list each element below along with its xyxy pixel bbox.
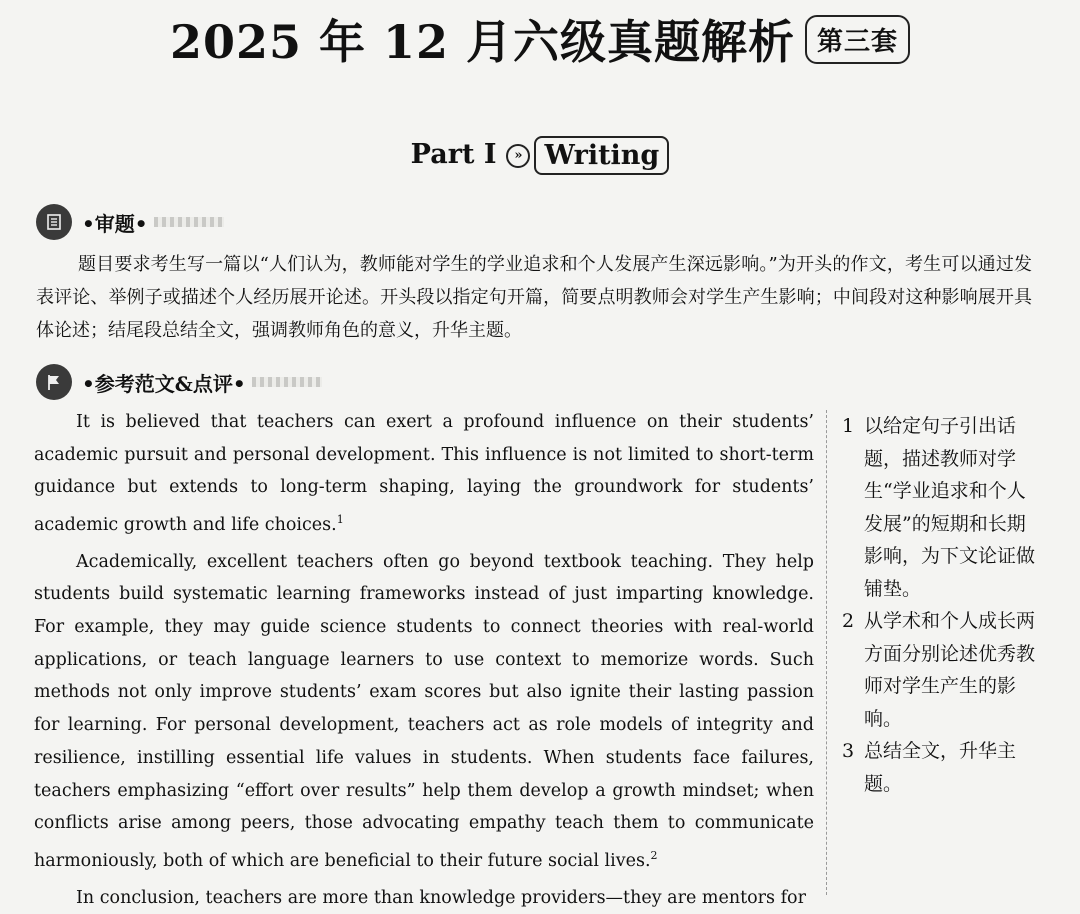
essay-paragraph bbox=[34, 546, 814, 878]
document-icon bbox=[36, 204, 72, 240]
commentary-note bbox=[842, 605, 1042, 735]
note-number: 3 bbox=[842, 735, 864, 800]
analysis-heading-text: •审题• bbox=[82, 208, 148, 237]
essay-paragraph-text: In conclusion, teachers are more than knowledge providers—they are mentors for bbox=[76, 888, 806, 908]
commentary-note bbox=[842, 410, 1042, 605]
commentary-notes bbox=[842, 410, 1042, 800]
sample-essay bbox=[34, 406, 814, 914]
note-marker: 2 bbox=[651, 849, 658, 862]
page-title bbox=[0, 6, 1080, 72]
part-heading bbox=[0, 136, 1080, 175]
part-label: Part I bbox=[411, 139, 497, 170]
note-marker: 1 bbox=[337, 513, 344, 526]
page-title-text: 2025 年 12 月六级真题解析 bbox=[170, 15, 795, 69]
note-text: 从学术和个人成长两方面分别论述优秀教师对学生产生的影响。 bbox=[864, 605, 1042, 735]
note-number: 1 bbox=[842, 410, 864, 605]
essay-paragraph bbox=[34, 406, 814, 542]
analysis-heading bbox=[36, 204, 224, 240]
flag-icon bbox=[36, 364, 72, 400]
analysis-text: 题目要求考生写一篇以“人们认为，教师能对学生的学业追求和个人发展产生深远影响。”为开头的作文，考生可以通过发表评论、举例子或描述个人经历展开论述。开头段以指定句开篇，简要点明教师会对学生产生影响；中间段对这种影响展开具体论述；结尾段总结全文，强调教师角色的意义，升华主题。 bbox=[36, 248, 1032, 347]
sample-heading-text: •参考范文&点评• bbox=[82, 368, 246, 397]
commentary-note bbox=[842, 735, 1042, 800]
column-divider bbox=[826, 410, 827, 895]
essay-paragraph-text: It is believed that teachers can exert a profound influence on their students’ academic pursuit and personal development. This influence is not limited to short-term guidance but extends to long-term shaping, laying the groundwork for students’ academic growth and life choices. bbox=[34, 412, 814, 535]
note-text: 以给定句子引出话题，描述教师对学生“学业追求和个人发展”的短期和长期影响，为下文论证做铺垫。 bbox=[864, 410, 1042, 605]
essay-paragraph bbox=[34, 882, 814, 914]
set-badge: 第三套 bbox=[805, 15, 910, 64]
heading-decoration bbox=[154, 217, 224, 227]
note-number: 2 bbox=[842, 605, 864, 735]
arrow-icon: » bbox=[506, 144, 530, 168]
sample-heading bbox=[36, 364, 322, 400]
heading-decoration bbox=[252, 377, 322, 387]
part-section-label: Writing bbox=[534, 136, 669, 175]
essay-paragraph-text: Academically, excellent teachers often go beyond textbook teaching. They help students build systematic learning frameworks instead of just imparting knowledge. For example, they may guide science students to connect theories with real-world applications, or teach language learners to use context to memorize words. Such methods not only improve students’ exam scores but also ignite their lasting passion for learning. For personal development, teachers act as role models of integrity and resilience, instilling essential life values in students. When students face failures, teachers emphasizing “effort over results” help them develop a growth mindset; when conflicts arise among peers, those advocating empathy teach them to communicate harmoniously, both of which are beneficial to their future social lives. bbox=[34, 552, 814, 871]
note-text: 总结全文，升华主题。 bbox=[864, 735, 1042, 800]
